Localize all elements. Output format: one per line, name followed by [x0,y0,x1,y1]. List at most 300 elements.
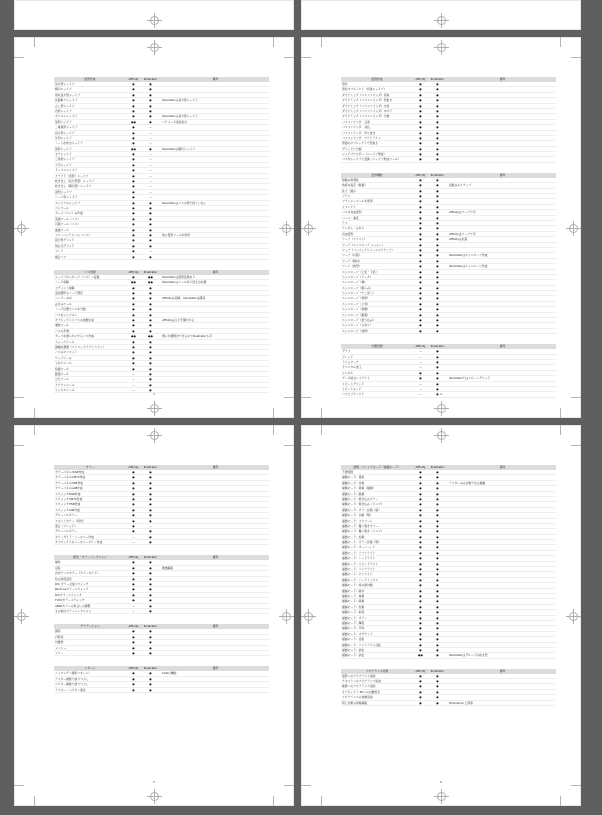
illustrator-support: ● [149,238,152,243]
illustrator-support: — [149,168,152,173]
note: Affinityはワープで可 [449,231,476,236]
feature-name: 角丸長方形シェイプ [55,92,81,97]
affinity-support: ●● [131,334,136,339]
feature-name: グローバルカラー [55,529,78,534]
illustrator-support: ● [149,480,152,485]
feature-name: オブジェクトにパスの自動生成 [55,318,94,323]
feature-name: 自由変形 [342,231,354,236]
affinity-support: ● [419,296,422,301]
illustrator-support: ● [436,108,439,113]
page-number: 5 [153,780,155,784]
feature-name: カラーパネル RGB作成 [55,470,85,474]
affinity-support: ● [132,645,135,650]
affinity-support: ● [419,599,422,604]
feature-name: 吹き出し（楕円型）シェイプ [55,184,92,189]
illustrator-support: ● [149,682,152,687]
feature-name: アピアランスの自動追加 [342,695,373,700]
affinity-support: ● [419,700,422,705]
illustrator-support: ● [436,577,439,582]
feature-name: エンベロープ（旗） [342,280,368,285]
illustrator-support: ● [149,232,152,237]
document-page [14,37,294,418]
illustrator-support: ● [149,571,152,576]
crop-mark [273,796,274,806]
feature-name: カラーパネルCMYK作成 [55,475,86,480]
comparison-table [54,465,269,703]
affinity-support: ● [132,291,135,296]
header-illustrator: Illustrator [143,269,158,274]
affinity-support: — [132,534,135,539]
feature-name: クラウンツール [55,382,75,387]
illustrator-support: ● [436,323,439,328]
affinity-support: ● [419,502,422,507]
affinity-support: ● [419,114,422,119]
affinity-support: ● [419,301,422,306]
feature-name: 画像へのアピアランス追加 [342,684,376,689]
affinity-support: ● [132,179,135,184]
affinity-support: ● [132,222,135,227]
header-affinity: Affinity [415,172,426,177]
illustrator-support: ● [436,556,439,561]
table-section [54,666,269,693]
feature-name: エンベロープ（魚形） [342,296,370,301]
affinity-support: — [132,388,135,393]
illustrator-support: ● [436,523,439,528]
page-number: 6 [440,780,442,784]
registration-mark [17,224,26,233]
illustrator-support: ● [436,141,439,146]
affinity-support: — [419,386,422,391]
feature-name: 円弧ツール（パス） [55,222,81,227]
affinity-support: ● [132,323,135,328]
illustrator-support: ● [436,98,439,103]
feature-name: 描画モード：輝度 [342,620,365,625]
affinity-support: ● [419,274,422,279]
illustrator-support: ● [149,108,152,113]
affinity-support: ● [419,534,422,539]
feature-name: リピートモード [342,386,362,391]
header-notes: 備考 [212,269,219,274]
affinity-support: ● [132,529,135,534]
header-category: グラデーション [80,624,100,629]
affinity-support: ● [132,366,135,371]
illustrator-support: ● [149,496,152,501]
affinity-support: ● [419,135,422,140]
note: Affinityは同時、Illustratorは個別 [162,296,206,301]
feature-name: メッシュ [55,645,67,650]
feature-name: パスとブジェクト [342,392,365,397]
illustrator-support: ● [149,82,152,86]
crop-mark [301,445,311,446]
illustrator-support: ● [149,307,152,312]
illustrator-support: ● [436,545,439,550]
illustrator-support: ● [436,247,439,252]
illustrator-support: ● [436,157,439,162]
feature-name: カーブを滑らかにするパス作成 [55,334,95,339]
affinity-support: ● [132,232,135,237]
affinity-support: ● [132,82,135,86]
header-affinity: Affinity [415,668,426,673]
affinity-support: ● [419,247,422,252]
illustrator-support: ● [436,631,439,636]
illustrator-support: ● [436,376,439,381]
illustrator-support: ● [149,587,152,592]
feature-name: エンベロープ（魚眼） [342,307,370,312]
illustrator-support: ● [149,534,152,539]
feature-name: 描画モード：ソフトライト [342,550,376,555]
illustrator-support: ● [149,339,152,344]
header-illustrator: Illustrator [430,344,445,349]
illustrator-support: ● [436,135,439,140]
affinity-support: — [132,608,135,613]
affinity-support: ● [132,274,135,279]
affinity-support: ●● [131,119,136,124]
affinity-support: ● [419,146,422,151]
affinity-support: ● [419,507,422,512]
comparison-table [341,465,556,716]
feature-name: エンベロープ（でこぼこ） [342,291,376,296]
affinity-support: ● [419,253,422,258]
header-category: 図形作成 [371,77,383,81]
illustrator-support: ● [436,220,439,225]
feature-name: オブジェクトのハーモニーカラー作成 [55,540,103,545]
document-page [301,425,581,806]
illustrator-support: ● [436,684,439,689]
illustrator-support: ● [149,323,152,328]
affinity-support: ● [132,200,135,205]
illustrator-support: ● [149,318,152,323]
affinity-support: ● [132,582,135,587]
illustrator-support: ● [436,188,439,193]
feature-name: ベクター画像で塗りつぶし [55,682,89,687]
crop-mark [301,785,311,786]
feature-name: 複合パス [55,254,67,259]
registration-mark [17,612,26,621]
affinity-support: ● [419,92,422,97]
illustrator-support: ● [436,475,439,480]
illustrator-support: ●● [148,280,153,285]
affinity-support: ● [132,87,135,92]
illustrator-support: ● [436,502,439,507]
feature-name: ドーナツシェイプ [55,168,78,173]
feature-name: パスファインダ 切り抜き [342,130,376,135]
note: 他に鉛筆ツールを併用 [162,232,190,237]
affinity-support: ● [132,486,135,491]
affinity-support: ● [132,470,135,474]
affinity-support: ● [132,162,135,167]
feature-name: 描画モード：減算 [342,593,365,598]
illustrator-support: ● [149,361,152,366]
affinity-support: ● [419,376,422,381]
feature-name: 描画モード：ハードミックス [342,577,379,582]
feature-name: 膨張ツール [55,371,69,376]
feature-name: ギアシェイプ [55,152,72,157]
illustrator-support: ● [149,200,152,205]
feature-name: 描画モード：消去 [342,653,365,658]
affinity-support: ● [419,328,422,333]
note: Affinityは拡張 [449,237,468,242]
affinity-support: ● [419,130,422,135]
illustrator-support: ● [436,496,439,501]
feature-name: ワープツール [55,355,72,360]
feature-name: DIC カラー合成スウォッチ [55,582,89,587]
affinity-support: ● [419,323,422,328]
feature-name: クラウド（雲形）シェイプ [55,173,89,178]
illustrator-support: ● [436,604,439,609]
feature-name: 描画モード：カラー比較（暗） [342,507,382,512]
affinity-support: ● [132,491,135,496]
registration-mark [437,16,446,25]
illustrator-support: — [149,162,152,167]
illustrator-support: ● [436,328,439,333]
illustrator-support: ● [149,650,152,655]
feature-name: 描画モード：覆い焼き（リニア） [342,529,384,534]
feature-name: スウォッチLAB作成 [55,507,80,512]
feature-name: ハート形シェイプ [55,195,78,200]
feature-name: 描画モード：除算 [342,491,365,496]
header-illustrator: Illustrator [143,624,158,629]
affinity-support: ● [419,152,422,157]
feature-name: スムーズツール [55,339,75,344]
feature-name: ダイナミック（パスファインダ）分割 [342,114,390,119]
comparison-table [341,77,556,408]
feature-name: パスをシンプルへ [55,312,78,317]
illustrator-support: ● [436,130,439,135]
affinity-support: ● [132,249,135,254]
header-notes: 備考 [212,77,219,81]
illustrator-support: ● [436,269,439,274]
affinity-support: ● [132,152,135,157]
partial-page-top-2 [301,0,581,30]
feature-name: シンボル [342,370,354,375]
feature-name: カラーパネルLAB作成 [55,486,83,491]
feature-name: 描画モード：差の絶対値 [342,583,373,588]
feature-name: 二重星形シェイプ [55,125,78,130]
header-notes: 備考 [499,465,506,469]
affinity-support: ● [419,626,422,631]
header-affinity: Affinity [128,624,139,629]
registration-mark [437,43,446,52]
illustrator-support: ● [436,237,439,242]
crop-mark [34,408,35,418]
feature-name: 混合（ブレンド） [55,523,78,528]
crop-mark [14,785,24,786]
feature-name: ブレンド [342,354,354,359]
header-illustrator: Illustrator [430,668,445,673]
feature-name: 長方形シェイプ [55,130,75,135]
affinity-support: ● [132,103,135,108]
illustrator-support: ● [436,620,439,625]
illustrator-support: ● [436,152,439,157]
illustrator-support: ● [149,243,152,248]
feature-name: 描画モード：カラー比較（明） [342,540,382,545]
affinity-support: ● [132,216,135,221]
feature-name: 描画モード：比較（明） [342,513,373,518]
illustrator-support: — [149,173,152,178]
header-notes: 備考 [499,668,506,673]
affinity-support: ● [419,291,422,296]
affinity-support: ● [419,523,422,528]
feature-name: ワープ（傾斜） [342,258,362,263]
illustrator-support: ● [436,307,439,312]
header-category: 配色・カラーコレクション [73,555,107,560]
feature-name: テキストへのアピアランス追加 [342,679,382,684]
illustrator-support: — [149,184,152,189]
header-illustrator: Illustrator [143,465,158,469]
feature-name: 線形 [55,629,61,634]
feature-name: 描画モード：スクリーン [342,518,373,523]
affinity-support: ● [132,640,135,645]
affinity-support: ● [419,588,422,593]
affinity-support: ● [419,545,422,550]
affinity-support: ● [132,598,135,603]
note: Illustratorはエンベロープ作成 [449,253,488,258]
illustrator-support: ● [436,381,439,386]
feature-name: 描画モード：ネガティブ [342,631,373,636]
illustrator-support: ● [436,349,439,354]
illustrator-support: ● [436,183,439,188]
illustrator-support: ● [149,291,152,296]
feature-name: ノード削除 [55,280,69,285]
affinity-support: — [132,540,135,545]
feature-name: フレア [55,249,64,254]
table-row [54,255,269,260]
illustrator-support: ● [436,359,439,364]
registration-mark [150,43,159,52]
affinity-support: ● [132,496,135,501]
feature-name: 図形へのアピアランス追加 [342,673,376,678]
feature-name: 収縮ツール [55,366,69,371]
affinity-support: ● [419,318,422,323]
feature-name: 楕円シェイプ [55,87,72,92]
affinity-support: ● [132,114,135,119]
registration-mark [569,224,578,233]
affinity-support: ● [419,496,422,501]
feature-name: トリムマーク [342,359,359,364]
illustrator-support: — [149,179,152,184]
feature-name: ラフ [342,220,348,225]
affinity-support: ● [419,307,422,312]
affinity-support: ● [419,125,422,130]
feature-name: ワープ（エンベロープ メッシュ） [342,242,385,247]
affinity-support: ● [132,629,135,634]
feature-name: 円錐形 [55,640,64,645]
crop-mark [560,425,561,435]
document-page [14,425,294,806]
affinity-support: ● [132,502,135,507]
illustrator-support: ● [436,518,439,523]
feature-name: 拡大・縮小 [342,188,356,193]
feature-name: 描画モード：加算 [342,534,365,539]
registration-mark [150,404,159,413]
affinity-support: ●● [131,280,136,285]
note: 破壊編集 [162,565,174,570]
feature-name: ANPAカラーの色合いの調整 [55,603,91,608]
feature-name: 移動の再現性 [342,177,359,182]
illustrator-support: ● [436,642,439,647]
feature-name: 描画モード：平均 [342,626,365,631]
registration-mark [304,612,313,621]
feature-name: エンベロープ（上弦・下弦） [342,269,379,274]
affinity-support: — [419,365,422,370]
note: パラメータ追加含む [162,119,188,124]
feature-name: DICカラースウォッチ [55,592,83,597]
feature-name: エンベロープ（上昇） [342,301,370,306]
affinity-support: ● [419,615,422,620]
header-affinity: Affinity [415,465,426,469]
affinity-support: ● [419,370,422,375]
feature-name: 不透明度 [342,470,354,474]
feature-name: フリーハンドツール（パス） [55,232,92,237]
feature-name: 描画モード：オーバーレイ [342,545,376,550]
affinity-support: ● [419,572,422,577]
affinity-support: ● [419,689,422,694]
feature-name: 描画モード：通常 [342,475,365,480]
affinity-support: — [132,382,135,387]
feature-name: 描画モード：ピンライト [342,572,373,577]
affinity-support: ● [419,513,422,518]
illustrator-support: ● [149,312,152,317]
feature-name: 描画モード：彩度 [342,610,365,615]
affinity-support: ● [132,141,135,146]
feature-name: ブラシ [342,194,351,199]
header-notes: 備考 [499,344,506,349]
affinity-support: ● [132,254,135,259]
crop-mark [571,445,581,446]
affinity-support: ● [132,328,135,333]
affinity-support: ● [419,231,422,236]
affinity-support: ● [132,344,135,349]
table-section [54,465,269,545]
illustrator-support: ● [436,392,439,397]
affinity-support: ● [419,220,422,225]
illustrator-support: ● [149,629,152,634]
crop-mark [284,397,294,398]
affinity-support: ● [419,285,422,290]
illustrator-support: ● [149,565,152,570]
affinity-support: ● [419,567,422,572]
illustrator-support: ● [436,119,439,124]
feature-name: パスのオフセット [55,350,78,355]
header-notes: 備考 [212,624,219,629]
illustrator-support: ● [436,318,439,323]
illustrator-support: ● [149,296,152,301]
affinity-support: ● [132,592,135,597]
illustrator-support: ● [436,285,439,290]
illustrator-support: ● [149,518,152,523]
illustrator-support: ● [436,540,439,545]
illustrator-support: ● [436,370,439,375]
illustrator-support: ● [149,640,152,645]
crop-mark [301,57,311,58]
feature-name: 同心円グリッド [55,243,75,248]
illustrator-support: ● [149,114,152,119]
affinity-support: ● [132,318,135,323]
feature-name: 矢印シェイプ [55,135,72,140]
illustrator-support: ● [149,603,152,608]
feature-name: グラフ [342,349,351,354]
affinity-support: ● [419,157,422,162]
affinity-support: ● [419,593,422,598]
illustrator-support: ● [436,567,439,572]
affinity-support: ● [132,507,135,512]
illustrator-support: ● [436,695,439,700]
registration-mark [150,431,159,440]
feature-name: 描画モード：比較 [342,480,365,485]
affinity-support: ● [132,671,135,676]
illustrator-support: ● [436,296,439,301]
feature-name: 描画モード：コントラスト反転 [342,642,381,647]
